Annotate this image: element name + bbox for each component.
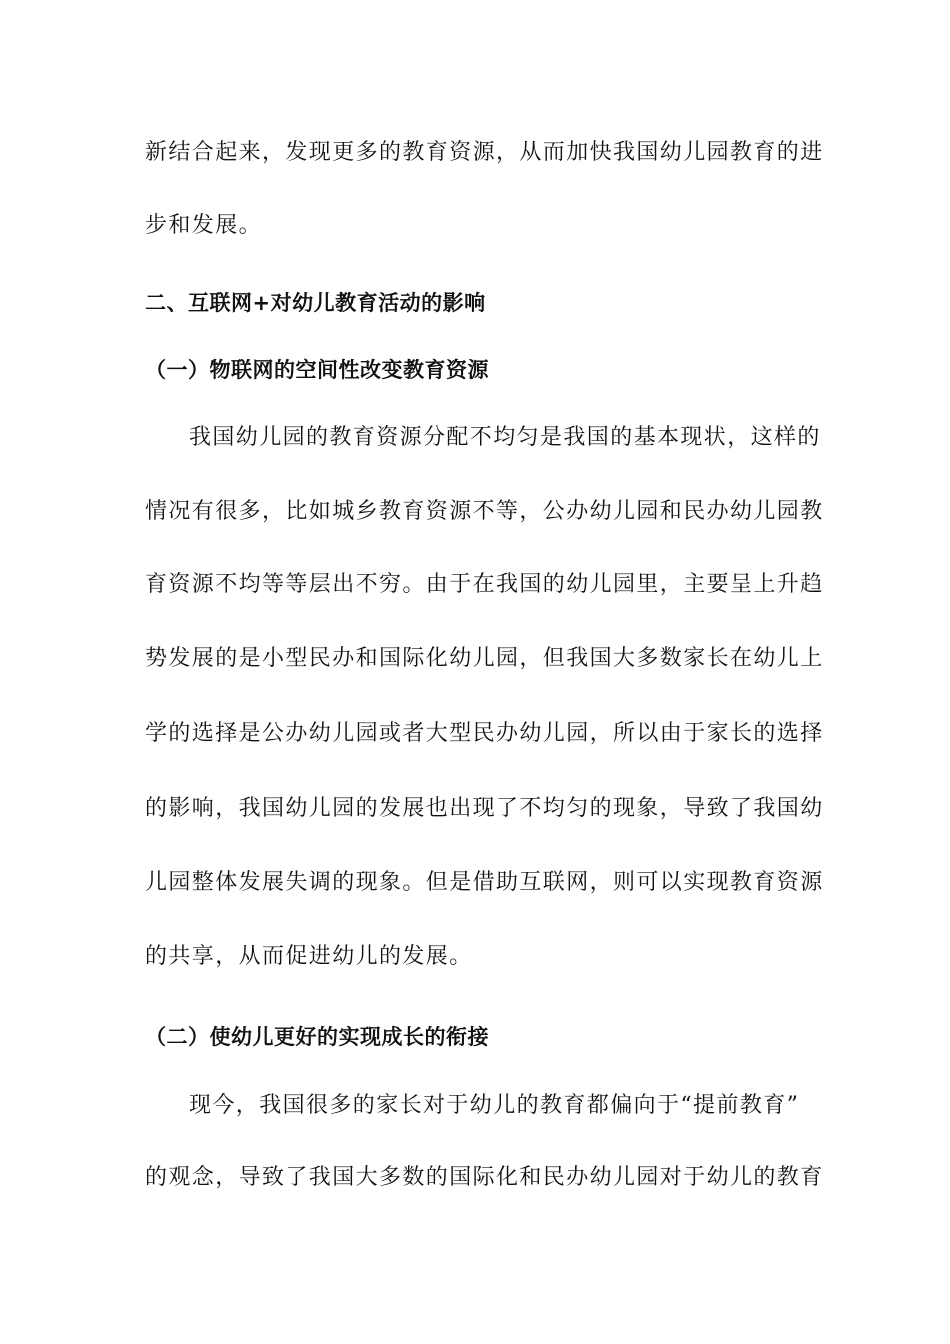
paragraph-line: 情况有很多，比如城乡教育资源不等，公办幼儿园和民办幼儿园教 <box>145 499 824 524</box>
subsection-heading: （一）物联网的空间性改变教育资源 <box>145 358 489 382</box>
paragraph-line: 我国幼儿园的教育资源分配不均匀是我国的基本现状，这样的 <box>189 425 821 450</box>
paragraph-line: 学的选择是公办幼儿园或者大型民办幼儿园，所以由于家长的选择 <box>145 721 824 746</box>
paragraph-line: 的影响，我国幼儿园的发展也出现了不均匀的现象，导致了我国幼 <box>145 796 824 821</box>
subsection-heading: （二）使幼儿更好的实现成长的衔接 <box>145 1025 489 1049</box>
paragraph-line: 步和发展。 <box>145 213 263 238</box>
paragraph-line: 育资源不均等等层出不穷。由于在我国的幼儿园里，主要呈上升趋 <box>145 572 824 597</box>
section-heading: 二、互联网+对幼儿教育活动的影响 <box>145 291 486 315</box>
paragraph-line: 势发展的是小型民办和国际化幼儿园，但我国大多数家长在幼儿上 <box>145 646 824 671</box>
paragraph-line: 的观念，导致了我国大多数的国际化和民办幼儿园对于幼儿的教育 <box>145 1165 824 1190</box>
paragraph-line: 新结合起来，发现更多的教育资源，从而加快我国幼儿园教育的进 <box>145 140 824 165</box>
paragraph-line: 的共享，从而促进幼儿的发展。 <box>145 944 473 969</box>
paragraph-line: 现今，我国很多的家长对于幼儿的教育都偏向于“提前教育” <box>189 1093 800 1118</box>
paragraph-line: 儿园整体发展失调的现象。但是借助互联网，则可以实现教育资源 <box>145 870 824 895</box>
